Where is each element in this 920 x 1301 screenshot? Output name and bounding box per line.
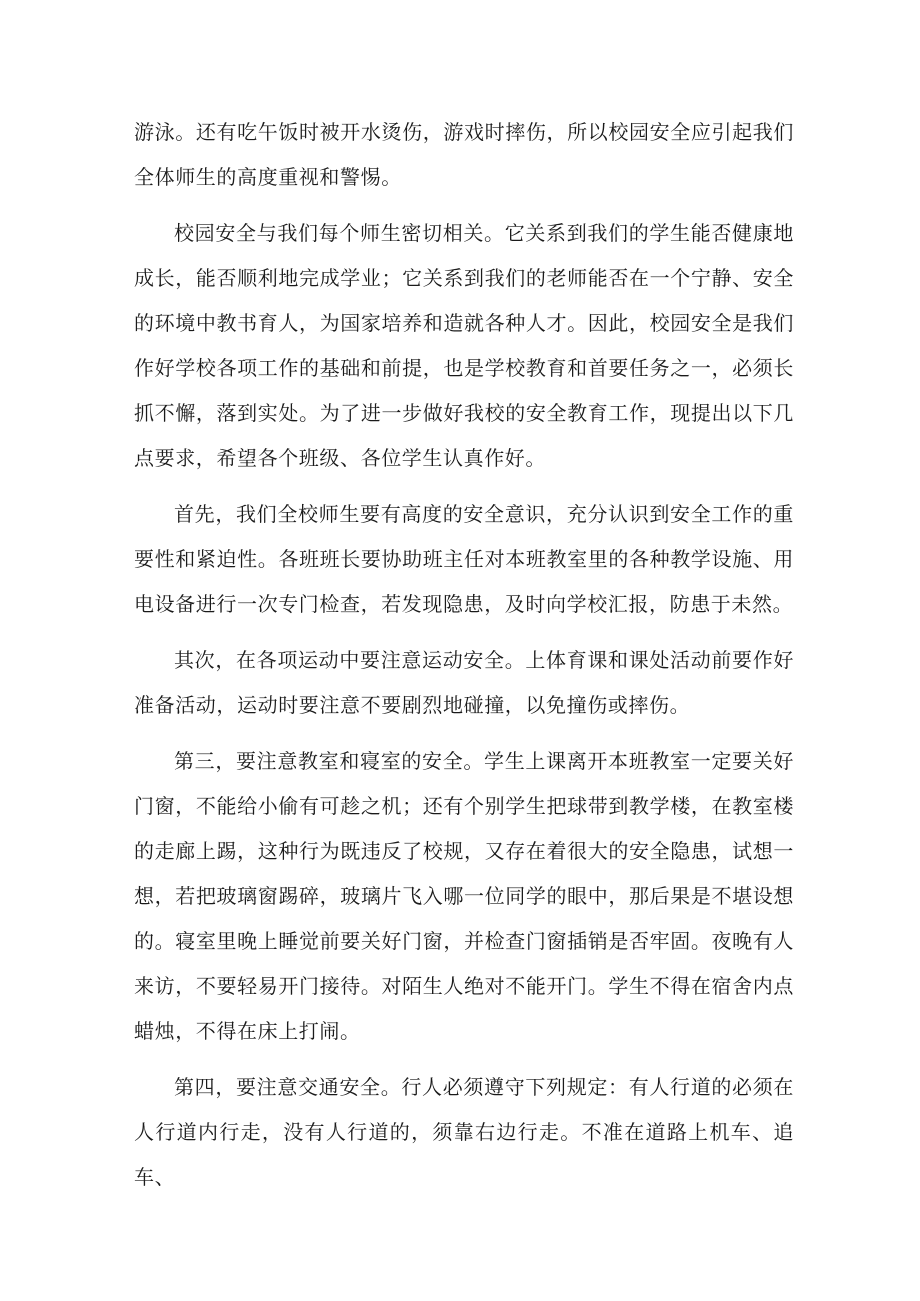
paragraph-second-point: 其次，在各项运动中要注意运动安全。上体育课和课处活动前要作好准备活动，运动时要注意不要剧烈地碰撞，以免撞伤或摔伤。 <box>134 648 794 717</box>
document-body <box>134 110 794 1211</box>
paragraph-campus-safety: 校园安全与我们每个师生密切相关。它关系到我们的学生能否健康地成长，能否顺利地完成学业；它关系到我们的老师能否在一个宁静、安全的环境中教书育人，为国家培养和造就各种人才。因此，校园安全是我们作好学校各项工作的基础和前提，也是学校教育和首要任务之一，必须长抓不懈，落到实处。为了进一步做好我校的安全教育工作，现提出以下几点要求，希望各个班级、各位学生认真作好。 <box>134 221 794 470</box>
paragraph-fourth-point: 第四，要注意交通安全。行人必须遵守下列规定：有人行道的必须在人行道内行走，没有人行道的，须靠右边行走。不准在道路上机车、追车、 <box>134 1075 794 1189</box>
paragraph-continuation: 游泳。还有吃午饭时被开水烫伤，游戏时摔伤，所以校园安全应引起我们全体师生的高度重视和警惕。 <box>134 120 794 189</box>
paragraph-first-point: 首先，我们全校师生要有高度的安全意识，充分认识到安全工作的重要性和紧迫性。各班班长要协助班主任对本班教室里的各种教学设施、用电设备进行一次专门检查，若发现隐患，及时向学校汇报，防患于未然。 <box>134 502 794 616</box>
paragraph-third-point: 第三，要注意教室和寝室的安全。学生上课离开本班教室一定要关好门窗，不能给小偷有可趁之机；还有个别学生把球带到教学楼，在教室楼的走廊上踢，这种行为既违反了校规，又存在着很大的安全隐患，试想一想，若把玻璃窗踢碎，玻璃片飞入哪一位同学的眼中，那后果是不堪设想的。寝室里晚上睡觉前要关好门窗，并检查门窗插销是否牢固。夜晚有人来访，不要轻易开门接待。对陌生人绝对不能开门。学生不得在宿舍内点蜡烛，不得在床上打闹。 <box>134 749 794 1043</box>
